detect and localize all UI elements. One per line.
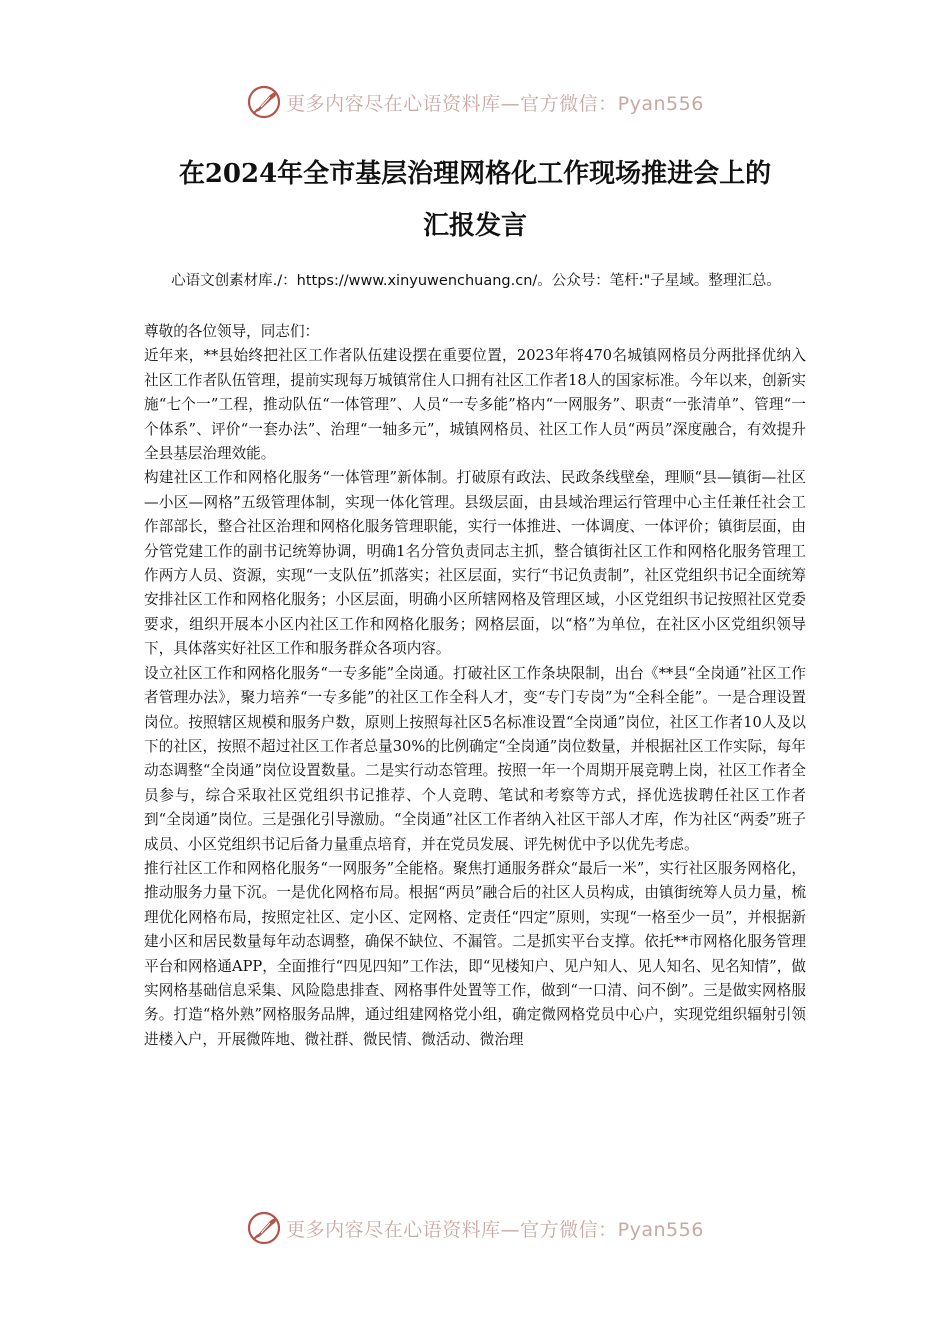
watermark-banner-top	[0, 82, 950, 122]
paragraph: 构建社区工作和网格化服务“一体管理”新体制。打破原有政法、民政条线壁垒，理顺“县—镇街—社区—小区—网格”五级管理体制，实现一体化管理。县级层面，由县域治理运行管理中心主任兼任社会工作部部长，整合社区治理和网格化服务管理职能，实行一体推进、一体调度、一体评价；镇街层面，由分管党建工作的副书记统筹协调，明确1名分管负责同志主抓，整合镇街社区工作和网格化服务管理工作两方人员、资源，实现“一支队伍”抓落实；社区层面，实行“书记负责制”，社区党组织书记全面统筹安排社区工作和网格化服务；小区层面，明确小区所辖网格及管理区域，小区党组织书记按照社区党委要求，组织开展本小区内社区工作和网格化服务；网格层面，以“格”为单位，在社区小区党组织领导下，具体落实好社区工作和服务群众各项内容。	[144, 469, 806, 658]
paragraph: 设立社区工作和网格化服务“一专多能”全岗通。打破社区工作条块限制，出台《**县“全岗通”社区工作者管理办法》，聚力培养“一专多能”的社区工作全科人才，变“专门专岗”为“全科全能”。一是合理设置岗位。按照辖区规模和服务户数，原则上按照每社区5名标准设置“全岗通”岗位，社区工作者10人及以下的社区，按照不超过社区工作者总量30%的比例确定“全岗通”岗位数量，并根据社区工作实际，每年动态调整“全岗通”岗位设置数量。二是实行动态管理。按照一年一个周期开展竞聘上岗，社区工作者全员参与，综合采取社区党组织书记推荐、个人竞聘、笔试和考察等方式，择优选拔聘任社区工作者到“全岗通”岗位。三是强化引导激励。“全岗通”社区工作者纳入社区干部人才库，作为社区“两委”班子成员、小区党组织书记后备力量重点培育，并在党员发展、评先树优中予以优先考虑。	[144, 664, 806, 853]
title-line-1: 在2024年全市基层治理网格化工作现场推进会上的	[178, 159, 772, 189]
paragraph: 推行社区工作和网格化服务“一网服务”全能格。聚焦打通服务群众“最后一米”，实行社区服务网格化，推动服务力量下沉。一是优化网格布局。根据“两员”融合后的社区人员构成，由镇街统筹人员力量，梳理优化网格布局，按照定社区、定小区、定网格、定责任“四定”原则，实现“一格至少一员”，并根据新建小区和居民数量每年动态调整，确保不缺位、不漏管。二是抓实平台支撑。依托**市网格化服务管理平台和网格通APP，全面推行“四见四知”工作法，即“见楼知户、见户知人、见人知名、见名知情”，做实网格基础信息采集、风险隐患排查、网格事件处置等工作，做到“一口清、问不倒”。三是做实网格服务。打造“格外熟”网格服务品牌，通过组建网格党小组，确定微网格党员中心户，实现党组织辐射引领进楼入户，开展微阵地、微社群、微民情、微活动、微治理	[144, 859, 806, 1048]
document-title	[120, 148, 830, 252]
salutation: 尊敬的各位领导，同志们：	[144, 323, 320, 340]
quill-pen-logo-icon	[246, 84, 282, 120]
watermark-banner-bottom	[0, 1208, 950, 1248]
watermark-text: 更多内容尽在心语资料库—官方微信：Pyan556	[286, 92, 704, 115]
paragraph: 近年来，**县始终把社区工作者队伍建设摆在重要位置，2023年将470名城镇网格员分两批择优纳入社区工作者队伍管理，提前实现每万城镇常住人口拥有社区工作者18人的国家标准。今年以来，创新实施“七个一”工程，推动队伍“一体管理”、人员“一专多能”格内“一网服务”、职责“一张清单”、管理“一个体系”、评价“一套办法”、治理“一轴多元”，城镇网格员、社区工作人员“两员”深度融合，有效提升全县基层治理效能。	[144, 347, 806, 463]
title-line-2: 汇报发言	[422, 211, 527, 241]
document-body	[144, 320, 806, 1052]
quill-pen-logo-icon	[246, 1210, 282, 1246]
watermark-text: 更多内容尽在心语资料库—官方微信：Pyan556	[286, 1218, 704, 1241]
source-line: 心语文创素材库./：https://www.xinyuwenchuang.cn/。公众号：笔杆:"子星域。整理汇总。	[171, 273, 781, 289]
